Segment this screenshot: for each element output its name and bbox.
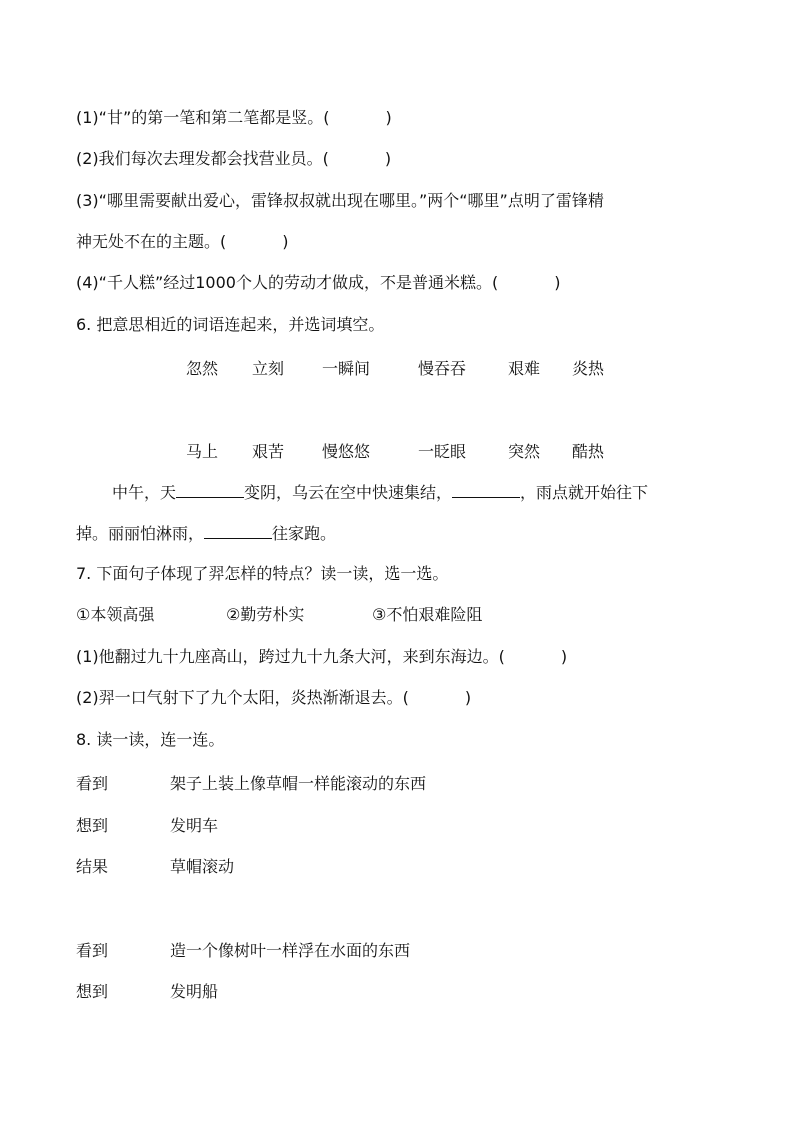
q5-item-1-text: (1)“甘”的第一笔和第二笔都是竖。(	[76, 108, 330, 127]
q6-title: 6. 把意思相近的词语连起来，并选词填空。	[76, 315, 385, 334]
q8-value[interactable]: 发明船	[170, 982, 219, 1001]
q5-item-3-line-2	[76, 232, 289, 252]
q7-item-1	[76, 647, 567, 667]
fill-text: 掉。丽丽怕淋雨，	[76, 524, 205, 543]
word-item[interactable]: 马上	[186, 442, 219, 461]
q7-item-1-text: (1)他翻过九十九座高山，跨过九十九条大河，来到东海边。(	[76, 647, 505, 666]
q7-item-1-close: )	[560, 647, 568, 666]
q8-value[interactable]: 发明车	[170, 816, 219, 835]
q7-item-2	[76, 688, 471, 708]
q8-value[interactable]: 造一个像树叶一样浮在水面的东西	[170, 941, 411, 960]
q6-fill-line-2	[76, 522, 336, 544]
fill-text: ，雨点就开始往下	[520, 483, 649, 502]
fill-blank-2[interactable]	[452, 481, 520, 498]
fill-text: 变阴，乌云在空中快速集结，	[244, 483, 453, 502]
q5-item-3-text-b: 神无处不在的主题。(	[76, 232, 227, 251]
word-item[interactable]: 突然	[508, 442, 541, 461]
q5-item-1-close: )	[385, 108, 392, 127]
q6-fill-line-1	[112, 481, 648, 503]
word-item[interactable]: 立刻	[252, 359, 285, 378]
q5-item-3-text-a: (3)“哪里需要献出爱心，雷锋叔叔就出现在哪里。”两个“哪里”点明了雷锋精	[76, 191, 604, 210]
q5-item-3-close: )	[282, 232, 289, 251]
q8-value[interactable]: 草帽滚动	[170, 857, 235, 876]
q6-word-row-1	[0, 356, 794, 376]
q7-item-2-close: )	[464, 688, 472, 707]
word-item[interactable]: 慢吞吞	[418, 359, 467, 378]
q7-options	[0, 605, 794, 627]
q8-label[interactable]: 想到	[76, 982, 109, 1001]
q8-value[interactable]: 架子上装上像草帽一样能滚动的东西	[170, 774, 427, 793]
q7-option-3: ③不怕艰难险阻	[372, 605, 483, 624]
q6-word-row-2	[0, 439, 794, 459]
q5-item-4	[76, 273, 560, 293]
q7-item-2-text: (2)羿一口气射下了九个太阳，炎热渐渐退去。(	[76, 688, 409, 707]
word-item[interactable]: 忽然	[186, 359, 219, 378]
q7-option-2: ②勤劳朴实	[226, 605, 305, 624]
word-item[interactable]: 慢悠悠	[322, 442, 371, 461]
q5-item-1	[76, 108, 392, 128]
word-item[interactable]: 一眨眼	[418, 442, 467, 461]
q8-label[interactable]: 看到	[76, 774, 109, 793]
q8-label[interactable]: 想到	[76, 816, 109, 835]
q5-item-2	[76, 149, 391, 169]
q5-item-3-line-1	[76, 191, 604, 211]
q7-title: 7. 下面句子体现了羿怎样的特点？读一读，选一选。	[76, 564, 449, 583]
word-item[interactable]: 酷热	[572, 442, 605, 461]
word-item[interactable]: 炎热	[572, 359, 605, 378]
word-item[interactable]: 艰苦	[252, 442, 285, 461]
q5-item-2-text: (2)我们每次去理发都会找营业员。(	[76, 149, 329, 168]
word-item[interactable]: 艰难	[508, 359, 541, 378]
q8-title: 8. 读一读，连一连。	[76, 730, 225, 749]
word-item[interactable]: 一瞬间	[322, 359, 371, 378]
q8-label[interactable]: 看到	[76, 941, 109, 960]
q5-item-4-close: )	[554, 273, 561, 292]
q5-item-4-text: (4)“千人糕”经过1000个人的劳动才做成，不是普通米糕。(	[76, 273, 499, 292]
fill-blank-1[interactable]	[176, 481, 244, 498]
fill-text: 中午，天	[112, 483, 177, 502]
fill-blank-3[interactable]	[204, 522, 272, 539]
q8-label[interactable]: 结果	[76, 857, 109, 876]
q5-item-2-close: )	[384, 149, 392, 168]
fill-text: 往家跑。	[272, 524, 337, 543]
q7-option-1: ①本领高强	[76, 605, 155, 624]
